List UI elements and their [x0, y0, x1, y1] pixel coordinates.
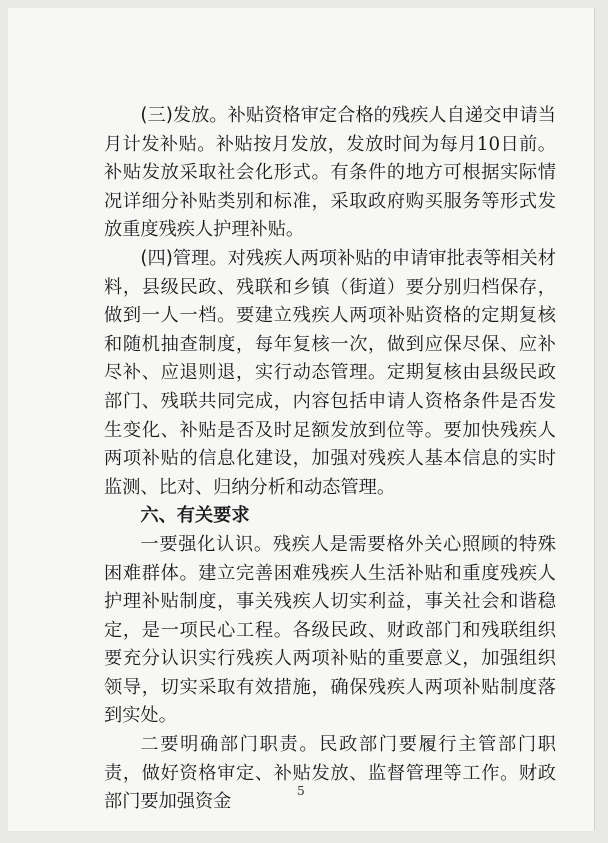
paragraph-requirement-duties [104, 731, 556, 817]
paragraph-lead: 一要强化认识。 [140, 533, 273, 555]
paragraph-text: 对残疾人两项补贴的申请审批表等相关材料，县级民政、残联和乡镇（街道）要分别归档保存，做到一人一档。要建立残疾人两项补贴资格的定期复核和随机抽查制度，每年复核一次，做到应保尽保、应补尽补、应退则退，实行动态管理。定期复核由县级民政部门、残联共同完成，内容包括申请人资格条件是否发生变化、补贴是否及时足额发放到位等。要加快残疾人两项补贴的信息化建设，加强对残疾人基本信息的实时监测、比对、归纳分析和动态管理。 [104, 247, 556, 498]
paragraph-lead: 二要明确部门职责。 [140, 734, 320, 756]
document-page [8, 8, 595, 831]
document-body [104, 102, 556, 817]
paragraph-text: 残疾人是需要格外关心照顾的特殊困难群体。建立完善困难残疾人生活补贴和重度残疾人护理补贴制度，事关残疾人切实利益，事关社会和谐稳定，是一项民心工程。各级民政、财政部门和残联组织要充分认识实行残疾人两项补贴的重要意义，加强组织领导，切实采取有效措施，确保残疾人两项补贴制度落到实处。 [104, 533, 556, 727]
paragraph-lead: (三)发放。 [140, 105, 228, 126]
section-heading: 六、有关要求 [140, 505, 250, 527]
paragraph-management [104, 245, 556, 502]
page-number: 5 [297, 784, 305, 798]
paragraph-text: 民政部门要履行主管部门职责，做好资格审定、补贴发放、监督管理等工作。财政部门要加强资金 [104, 734, 556, 813]
paragraph-distribution [104, 102, 556, 245]
paragraph-requirement-awareness [104, 531, 556, 731]
paragraph-text: 补贴资格审定合格的残疾人自递交申请当月计发补贴。补贴按月发放，发放时间为每月10日前。补贴发放采取社会化形式。有条件的地方可根据实际情况详细分补贴类别和标准，采取政府购买服务等形式发放重度残疾人护理补贴。 [104, 105, 556, 241]
paragraph-lead: (四)管理。 [140, 247, 228, 269]
